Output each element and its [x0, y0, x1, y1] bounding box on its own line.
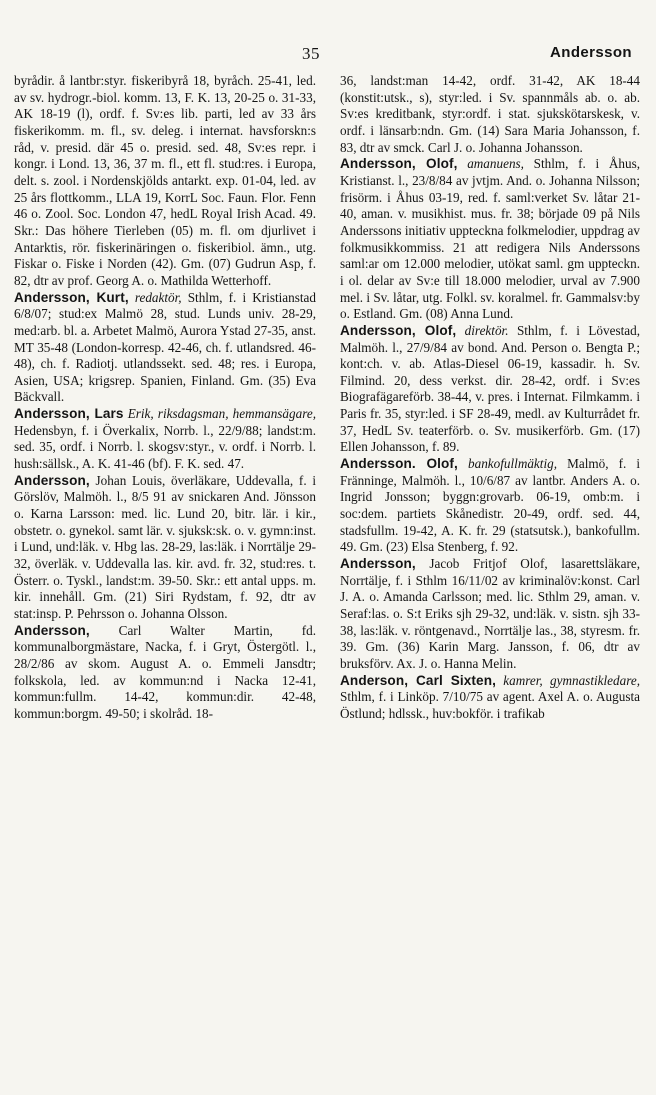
entry-text: Sthlm, f. i Linköp. 7/10/75 av agent. Axel A. o. Augusta Östlund; hdlssk., huv:bokför. i trafikab	[340, 689, 640, 721]
entry-title: amanuens,	[467, 156, 524, 172]
entry-name: Andersson,	[340, 556, 416, 572]
entry-text: Sthlm, f. i Åhus, Kristianst. l., 23/8/84 av jvtjm. And. o. Johanna Nilsson; frisörm. i Åhus 03-19, red. f. saml:verket Sv. låtar 21-40, aman. v. musikhist. mus. fr. 38; började 09 på Nils Anderssons initiativ uppteckna folkmelodier, uppdrag av folkmusikkommiss. 21 att redigera Nils Anderssons saml:ar om 12.000 melodier, utökat saml. gm uppteckn. i ol. delar av Sv:e till 18.000 melodier, urval av 7.900 mel. i Sv. låtar, utg. Folkl. sv. koralmel. fr. Gammalsv:by o. Estland. Gm. (08) Anna Lund.	[340, 156, 640, 322]
entry-text: Hedensbyn, f. i Överkalix, Norrb. l., 22/9/88; landst:m. sed. 35, ordf. i Norrb. l. skogsv:styr., v. ordf. i Norrb. l. hush:sällsk., A. K. 41-46 (bf). F. K. sed. 47.	[14, 422, 316, 472]
entry-text: Sthlm, f. i Kristianstad 6/8/07; stud:ex Malmö 28, stud. Lunds univ. 28-29, med:arb. bl. a. Arbetet Malmö, Aurora Ystad 27-35, anst. MT 35-48 (London-korresp. 42-46, ch. f. utlandsred. 46-48), ch. f. Radiotj. utlandssekt. sed. 48; res. i Europa, Asien, USA; krigsrep. Spanien, Finland. Gm. (35) Eva Bäckvall.	[14, 289, 316, 405]
entry-olof-andersson-bank	[340, 456, 640, 556]
entry-name: Andersson, Olof,	[340, 156, 458, 172]
entry-title: bankofullmäktig,	[468, 456, 558, 472]
entry-olof-andersson-direktor	[340, 323, 640, 456]
left-column	[14, 73, 316, 723]
entry-title: direktör.	[464, 322, 509, 338]
entry-louis-andersson	[14, 473, 316, 623]
entry-fritjof-olof-andersson	[340, 556, 640, 673]
entry-title: Erik, riksdagsman, hemmansägare,	[127, 406, 317, 422]
continuation-text: byrådir. å lantbr:styr. fiskeribyrå 18, byråch. 25-41, led. av sv. hydrogr.-biol. komm. 13, F. K. 13, 20-25 o. 31-33, AK 18-19 (l), ordf. f. Sv:es lib. parti, led av 33 års fiskerikomm. m. fl., sv. deleg. i internat. havsforskn:s råd, v. presid. där 45 o. presid. sed. 48, Sv:es repr. i kongr. i Lond. 13, 36, 37 m. fl., ett fl. stud:res. i Europa, delt. s. zool. i Nordenskjölds antarkt. exp. 01-04, led. av 25 års flottkomm., LLA 19, KorrL Soc. Faun. Flor. Fenn 46 o. Zool. Soc. London 47, hedL Royal Irish Acad. 49. Skr.: Das höhere Tierleben (05) m. fl. om djurlivet i Antarktis, rör. fiskerinäringen o. fiskeribiol. ämn., utg. Fiskar o. Fiske i Norden (42). Gm. (07) Gudrun Asp, f. 82, dtr av prof. Georg A. o. Mathilda Wetterhoff.	[14, 73, 316, 288]
entry-text: Jacob Fritjof Olof, lasarettsläkare, Norrtälje, f. i Sthlm 16/11/02 av kriminalöv:konst. Carl J. A. o. Amanda Carlsson; med. lic. Sthlm 29, aman. v. Seraf:las. o. S:t Eriks sjh 29-32, und:läk. v. sistn. sjh 33-38, las:läk. v. röntgenavd., Norrtälje las., 38, styresm. fr. 39. Gm. (36) Karin Marg. Jansson, f. 06, dtr av bruksförv. Ax. J. o. Hanna Melin.	[340, 556, 640, 671]
entry-name: Andersson, Lars	[14, 406, 124, 422]
entry-text: Malmö, f. i Fränninge, Malmöh. l., 10/6/87 av lantbr. Anders A. o. Ingrid Jonsson; byggn:grovarb. 06-19, omb:m. i soc:dem. partiets Skånedistr. 20-49, ordf. sed. 44, stadsfullm. 19-42, A. K. fr. 29 (statsutsk.), bankofullm. 49. Gm. (23) Elsa Stenberg, f. 92.	[340, 456, 641, 555]
continuation-text: 36, landst:man 14-42, ordf. 31-42, AK 18-44 (konstit:utsk., s), styr:led. i Sv. spannmåls ab. o. ab. Sv:es kreditbank, styr:ordf. i stat. sjukskötarskesk, v. ordf. i länsarb:ndn. Gm. (14) Sara Maria Johansson, f. 83, dtr av smck. Carl J. o. Johanna Johansson.	[340, 73, 640, 155]
entry-text: Carl Walter Martin, fd. kommunalborgmästare, Nacka, f. i Gryt, Östergötl. l., 28/2/86 av skom. August A. o. Emmeli Jansdtr; folkskola, led. av kommun:nd i Nacka 12-41, kommun:fullm. 14-42, kommun:dir. 42-48, kommun:borgm. 49-50; i skolråd. 18-	[14, 622, 316, 721]
running-head: Andersson	[550, 44, 632, 61]
page-number: 35	[302, 44, 320, 63]
entry-name: Andersson, Olof,	[340, 322, 457, 338]
entry-kurt-andersson	[14, 290, 316, 407]
entry-name: Andersson,	[14, 622, 90, 638]
right-column	[340, 73, 640, 723]
entry-title: redaktör,	[134, 289, 182, 305]
entry-name: Andersson, Kurt,	[14, 289, 129, 305]
entry-text: Johan Louis, överläkare, Uddevalla, f. i Görslöv, Malmöh. l., 8/5 91 av snickaren And. Jönsson o. Karna Larsson: med. lic. Lund 20, bitr. lär. i kir., obstetr. o. gynekol. samt lär. v. sjuksk:sk. o. v. gymn:inst. i Lund, und:läk. v. Hbg las. 28-29, las:läk. i Norrtälje 29-32, överläk. v. Uddevalla las. kir. avd. fr. 32, stud:res. t. Österr. o. Tyskl., landst:m. 39-50. Skr.: ett antal upps. m. kir. innehåll. Gm. (21) Siri Rydstam, f. 92, dtr av stat:insp. P. Pehrsson o. Johanna Olsson.	[14, 472, 317, 621]
entry-martin-andersson	[14, 623, 316, 723]
page-header	[0, 44, 656, 68]
entry-sixten-anderson	[340, 673, 640, 723]
entry-name: Andersson. Olof,	[340, 456, 458, 472]
entry-text: Sthlm, f. i Lövestad, Malmöh. l., 27/9/84 av bond. And. Person o. Bengta P.; kont:ch. v. ab. Atlas-Diesel 06-19, kassadir. h. Sv. Filmind. 20, dess verkst. dir. 28-42, ordf. i Sv:es Biografägareförb. 38-44, v. pres. i Internat. Filmkamm. i Paris fr. 35, styr:led. i SF 28-49, medl. av Kulturrådet fr. 37, HedL Sv. teaterförb. o. Sv. musikerförb. Gm. (17) Ellen Johansson, f. 89.	[340, 322, 640, 455]
entry-name: Andersson,	[14, 472, 90, 488]
entry-title: kamrer, gymnastikledare,	[503, 672, 640, 688]
entry-name: Anderson, Carl Sixten,	[340, 672, 496, 688]
entry-lars-andersson	[14, 406, 316, 473]
entry-olof-andersson-amanuens	[340, 156, 640, 323]
